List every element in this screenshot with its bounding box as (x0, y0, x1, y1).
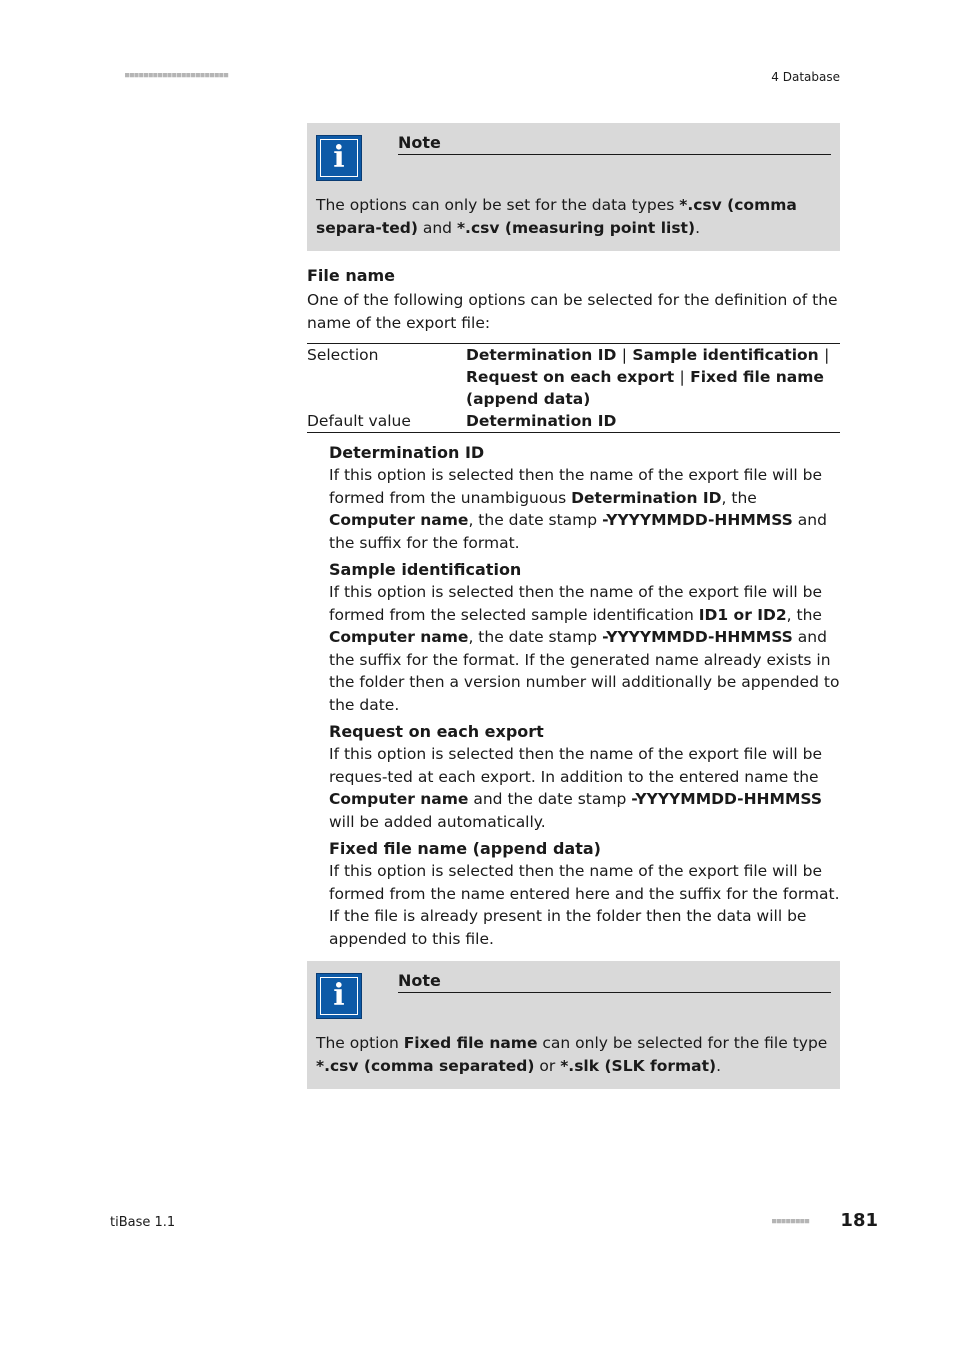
option-title: Determination ID (329, 443, 485, 462)
table-row-default (307, 410, 840, 433)
option-description: If this option is selected then the name of the export file will be formed from the selected sample identification ID1 or ID2, the Computer name, the date stamp -YYYYMMDD-HHMMSS and the suffix for the format. If the generated name already exists in the folder then a version number will additionally be appended to the date. (329, 583, 840, 714)
option-request-on-each-export (329, 721, 840, 833)
chapter-title: 4 Database (771, 70, 840, 84)
option-list (329, 442, 840, 950)
page-number: 181 (840, 1210, 878, 1231)
table-row-selection (307, 344, 840, 411)
note-box (307, 961, 840, 1089)
footer-decoration: ■■■■■■■■ (772, 1217, 810, 1225)
note-text: The option Fixed file name can only be selected for the file type *.csv (comma separated) or *.slk (SLK format). (316, 1034, 828, 1075)
option-description: If this option is selected then the name of the export file will be reques-ted at each export. In addition to the entered name the Computer name and the date stamp -YYYYMMDD-HHMMSS will be added automatically. (329, 745, 823, 831)
parameter-table (307, 343, 840, 433)
default-label: Default value (307, 412, 411, 430)
header-decoration: ■■■■■■■■■■■■■■■■■■■■■■ (125, 71, 229, 79)
option-determination-id (329, 442, 840, 554)
option-sample-identification (329, 559, 840, 716)
section-intro: One of the following options can be selected for the definition of the name of the export file: (307, 291, 838, 332)
option-title: Request on each export (329, 722, 544, 741)
selection-label: Selection (307, 346, 379, 364)
note-text: The options can only be set for the data types *.csv (comma separa-ted) and *.csv (measuring point list). (316, 196, 797, 237)
option-title: Fixed file name (append data) (329, 839, 601, 858)
note-title: Note (398, 133, 831, 155)
default-value: Determination ID (466, 412, 617, 430)
option-title: Sample identification (329, 560, 522, 579)
note-title: Note (398, 971, 831, 993)
section-title: File name (307, 266, 396, 285)
option-fixed-file-name (329, 838, 840, 950)
info-icon: i (316, 973, 362, 1019)
footer-product: tiBase 1.1 (110, 1215, 176, 1230)
info-icon: i (316, 135, 362, 181)
option-description: If this option is selected then the name of the export file will be formed from the unambiguous Determination ID, the Computer name, the date stamp -YYYYMMDD-HHMMSS and the suffix for the format. (329, 466, 827, 552)
page-content (307, 123, 840, 1089)
option-description: If this option is selected then the name of the export file will be formed from the name entered here and the suffix for the format. If the file is already present in the folder then the data will be appended to this file. (329, 862, 840, 948)
selection-values: Determination ID | Sample identification | Request on each export | Fixed file name (append data) (466, 346, 830, 408)
note-box (307, 123, 840, 251)
